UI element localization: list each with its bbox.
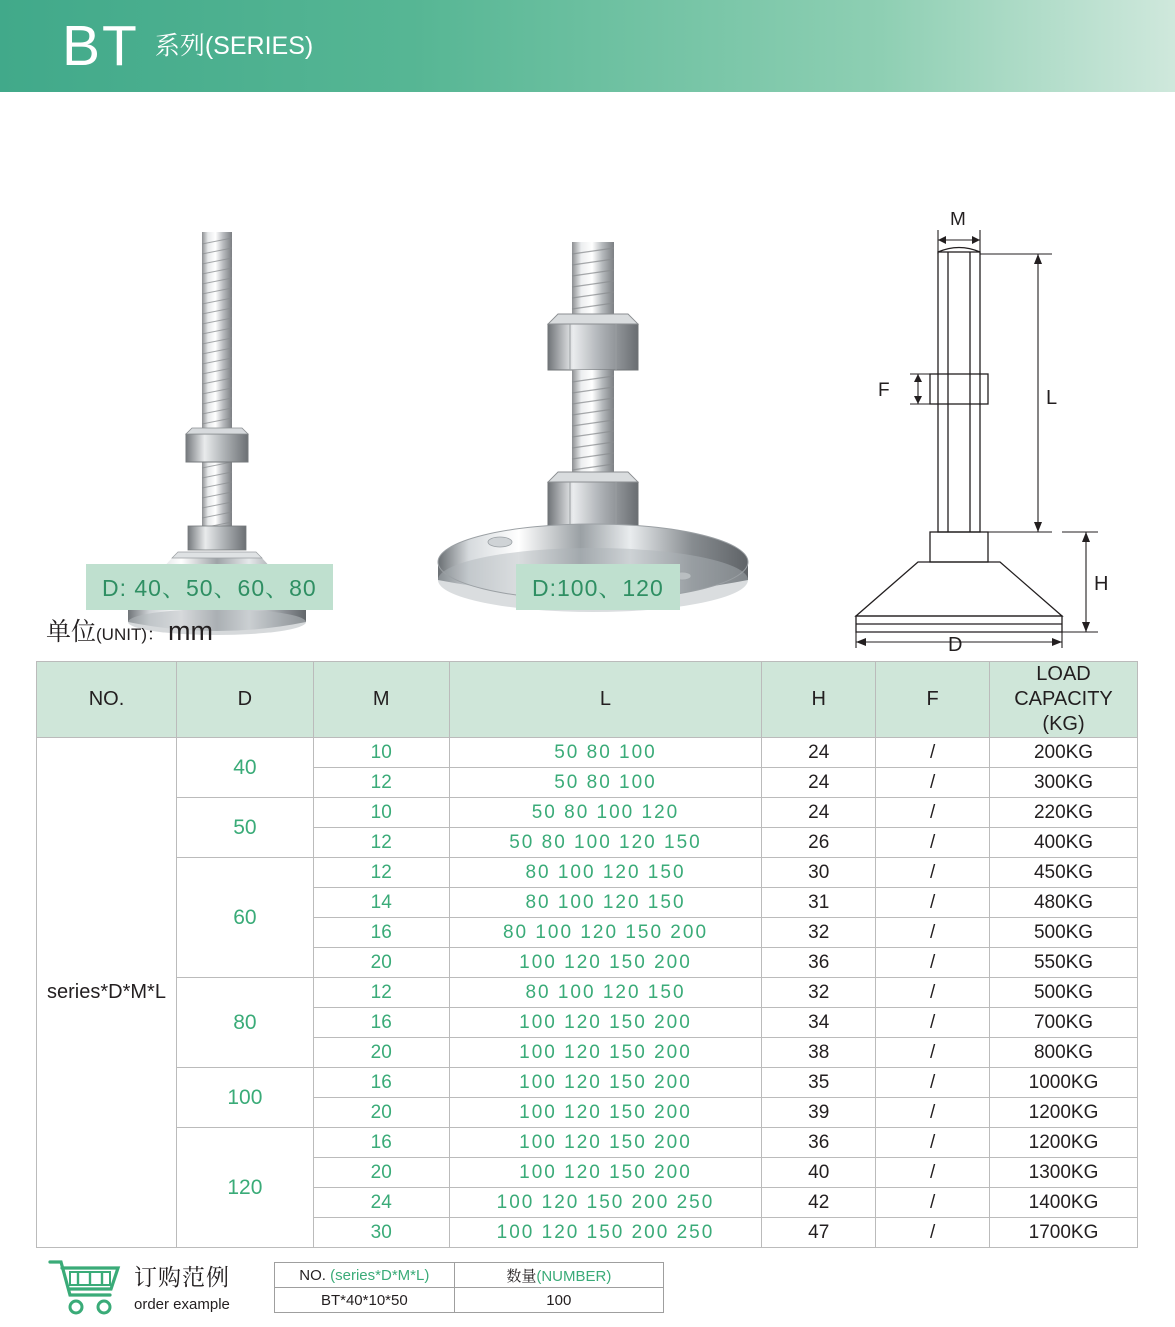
cell-cap: 400KG bbox=[990, 828, 1138, 858]
cell-m: 12 bbox=[313, 978, 449, 1008]
cell-m: 16 bbox=[313, 918, 449, 948]
order-example-title-cn: 订购范例 bbox=[134, 1264, 230, 1290]
cell-cap: 450KG bbox=[990, 858, 1138, 888]
cell-h: 40 bbox=[762, 1158, 876, 1188]
order-row-no: BT*40*10*50 bbox=[275, 1288, 455, 1313]
table-row bbox=[37, 1068, 1138, 1098]
cell-h: 36 bbox=[762, 948, 876, 978]
cell-l: 80 100 120 150 bbox=[449, 978, 762, 1008]
table-row bbox=[37, 978, 1138, 1008]
cell-no: series*D*M*L bbox=[37, 738, 177, 1248]
page-header bbox=[0, 0, 1175, 92]
cell-m: 16 bbox=[313, 1068, 449, 1098]
table-row bbox=[37, 738, 1138, 768]
cell-h: 26 bbox=[762, 828, 876, 858]
order-header-no: NO. (series*D*M*L) bbox=[275, 1263, 455, 1288]
cell-f: / bbox=[876, 948, 990, 978]
unit-label: 单位(UNIT)： mm bbox=[46, 616, 213, 646]
cell-m: 30 bbox=[313, 1218, 449, 1248]
cell-h: 24 bbox=[762, 768, 876, 798]
table-body bbox=[37, 738, 1138, 1248]
header-h: H bbox=[762, 662, 876, 738]
cell-l: 50 80 100 bbox=[449, 768, 762, 798]
cell-m: 10 bbox=[313, 738, 449, 768]
cell-l: 80 100 120 150 bbox=[449, 888, 762, 918]
cell-h: 35 bbox=[762, 1068, 876, 1098]
header-m: M bbox=[313, 662, 449, 738]
cell-l: 50 80 100 120 150 bbox=[449, 828, 762, 858]
cell-h: 39 bbox=[762, 1098, 876, 1128]
page-title: BT bbox=[62, 13, 139, 78]
cell-cap: 700KG bbox=[990, 1008, 1138, 1038]
cell-h: 47 bbox=[762, 1218, 876, 1248]
cell-h: 24 bbox=[762, 798, 876, 828]
dimension-label-m: M bbox=[950, 212, 966, 230]
cell-m: 20 bbox=[313, 1038, 449, 1068]
cell-h: 34 bbox=[762, 1008, 876, 1038]
cell-m: 20 bbox=[313, 1098, 449, 1128]
cell-l: 100 120 150 200 bbox=[449, 1008, 762, 1038]
header-l: L bbox=[449, 662, 762, 738]
badge-d-large: D:100、120 bbox=[516, 564, 680, 610]
cell-m: 12 bbox=[313, 828, 449, 858]
cell-f: / bbox=[876, 858, 990, 888]
cell-l: 50 80 100 120 bbox=[449, 798, 762, 828]
cell-cap: 1400KG bbox=[990, 1188, 1138, 1218]
cell-cap: 1700KG bbox=[990, 1218, 1138, 1248]
cell-d: 40 bbox=[176, 738, 313, 798]
dimension-diagram bbox=[830, 212, 1120, 652]
header-load-capacity: LOAD CAPACITY (KG) bbox=[990, 662, 1138, 738]
cell-f: / bbox=[876, 1098, 990, 1128]
cell-d: 50 bbox=[176, 798, 313, 858]
cell-cap: 220KG bbox=[990, 798, 1138, 828]
header-d: D bbox=[176, 662, 313, 738]
cell-f: / bbox=[876, 1008, 990, 1038]
cell-f: / bbox=[876, 1188, 990, 1218]
table-header-row bbox=[37, 662, 1138, 738]
cell-cap: 1000KG bbox=[990, 1068, 1138, 1098]
table-row bbox=[37, 858, 1138, 888]
cell-h: 31 bbox=[762, 888, 876, 918]
cell-m: 16 bbox=[313, 1128, 449, 1158]
cell-h: 38 bbox=[762, 1038, 876, 1068]
cell-l: 100 120 150 200 bbox=[449, 1158, 762, 1188]
cell-d: 100 bbox=[176, 1068, 313, 1128]
cell-m: 12 bbox=[313, 768, 449, 798]
table-row bbox=[37, 798, 1138, 828]
cell-m: 12 bbox=[313, 858, 449, 888]
cell-f: / bbox=[876, 828, 990, 858]
cell-cap: 200KG bbox=[990, 738, 1138, 768]
cell-h: 24 bbox=[762, 738, 876, 768]
order-table-row bbox=[275, 1288, 664, 1313]
cell-l: 100 120 150 200 250 bbox=[449, 1188, 762, 1218]
badge-d-small: D: 40、50、60、80 bbox=[86, 564, 333, 610]
cell-cap: 550KG bbox=[990, 948, 1138, 978]
cell-h: 42 bbox=[762, 1188, 876, 1218]
cell-l: 100 120 150 200 bbox=[449, 1038, 762, 1068]
dimension-label-d: D bbox=[948, 634, 963, 652]
cell-h: 32 bbox=[762, 978, 876, 1008]
cell-cap: 480KG bbox=[990, 888, 1138, 918]
cell-d: 120 bbox=[176, 1128, 313, 1248]
order-example-table bbox=[274, 1262, 664, 1313]
cell-m: 14 bbox=[313, 888, 449, 918]
cell-cap: 1200KG bbox=[990, 1098, 1138, 1128]
cell-cap: 800KG bbox=[990, 1038, 1138, 1068]
cell-m: 10 bbox=[313, 798, 449, 828]
header-no: NO. bbox=[37, 662, 177, 738]
cell-f: / bbox=[876, 1038, 990, 1068]
order-header-qty: 数量(NUMBER) bbox=[454, 1263, 663, 1288]
dimension-label-l: L bbox=[1046, 387, 1058, 409]
cell-l: 100 120 150 200 bbox=[449, 1128, 762, 1158]
header-f: F bbox=[876, 662, 990, 738]
cell-l: 100 120 150 200 bbox=[449, 1068, 762, 1098]
cell-m: 20 bbox=[313, 948, 449, 978]
cell-f: / bbox=[876, 888, 990, 918]
cell-l: 80 100 120 150 200 bbox=[449, 918, 762, 948]
cell-l: 100 120 150 200 250 bbox=[449, 1218, 762, 1248]
cell-cap: 500KG bbox=[990, 918, 1138, 948]
order-example-title-en: order example bbox=[134, 1296, 230, 1313]
cell-cap: 1200KG bbox=[990, 1128, 1138, 1158]
dimension-label-f: F bbox=[878, 380, 890, 401]
cell-cap: 1300KG bbox=[990, 1158, 1138, 1188]
order-row-qty: 100 bbox=[454, 1288, 663, 1313]
cell-m: 16 bbox=[313, 1008, 449, 1038]
order-example-title bbox=[134, 1255, 230, 1313]
cell-d: 80 bbox=[176, 978, 313, 1068]
cell-cap: 500KG bbox=[990, 978, 1138, 1008]
cell-f: / bbox=[876, 768, 990, 798]
cell-l: 100 120 150 200 bbox=[449, 1098, 762, 1128]
cell-f: / bbox=[876, 918, 990, 948]
order-example-block bbox=[46, 1255, 230, 1317]
cell-h: 32 bbox=[762, 918, 876, 948]
series-label: 系列(SERIES) bbox=[154, 32, 314, 60]
cell-h: 30 bbox=[762, 858, 876, 888]
specification-table bbox=[36, 661, 1138, 1248]
cell-f: / bbox=[876, 1128, 990, 1158]
cell-m: 24 bbox=[313, 1188, 449, 1218]
order-table-header-row bbox=[275, 1263, 664, 1288]
cell-f: / bbox=[876, 978, 990, 1008]
shopping-cart-icon bbox=[46, 1255, 124, 1317]
cell-f: / bbox=[876, 738, 990, 768]
cell-l: 80 100 120 150 bbox=[449, 858, 762, 888]
cell-l: 100 120 150 200 bbox=[449, 948, 762, 978]
cell-f: / bbox=[876, 1218, 990, 1248]
cell-m: 20 bbox=[313, 1158, 449, 1188]
cell-f: / bbox=[876, 1158, 990, 1188]
cell-f: / bbox=[876, 1068, 990, 1098]
cell-h: 36 bbox=[762, 1128, 876, 1158]
cell-l: 50 80 100 bbox=[449, 738, 762, 768]
cell-f: / bbox=[876, 798, 990, 828]
cell-d: 60 bbox=[176, 858, 313, 978]
cell-cap: 300KG bbox=[990, 768, 1138, 798]
dimension-label-h: H bbox=[1094, 573, 1109, 595]
table-row bbox=[37, 1128, 1138, 1158]
